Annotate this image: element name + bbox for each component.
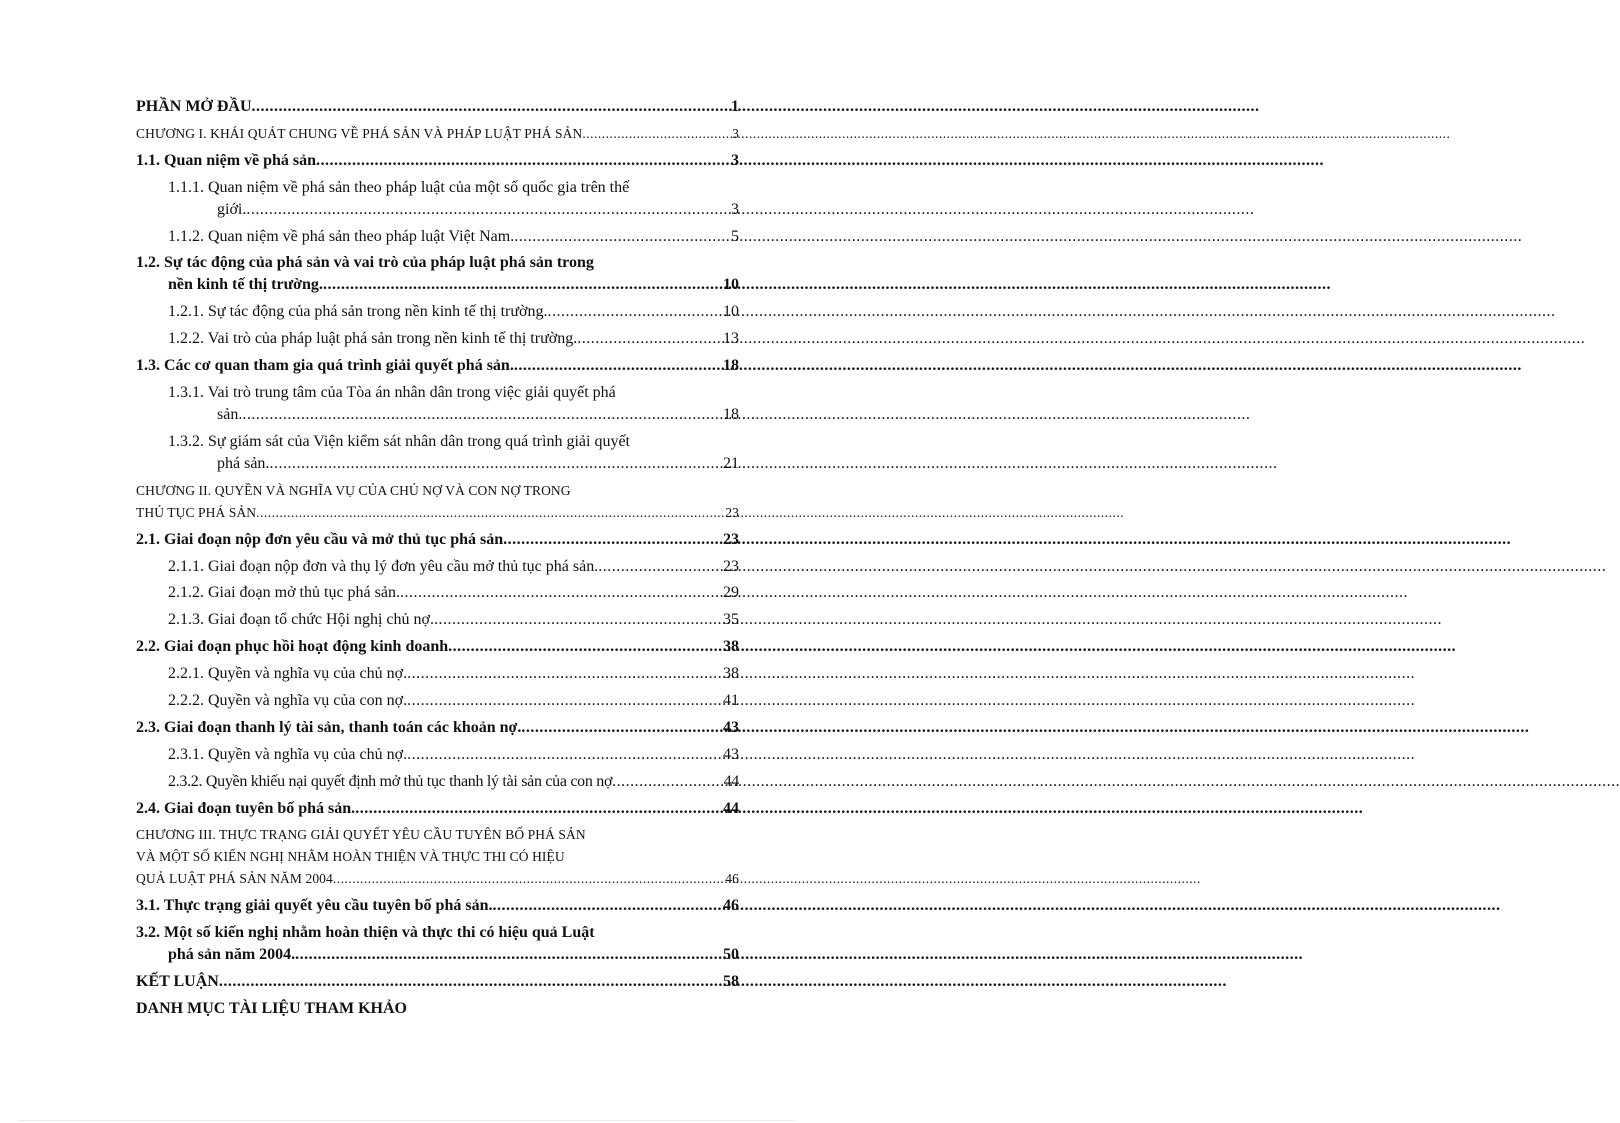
toc-entry-title: 2.3.1. Quyền và nghĩa vụ của chủ nợ. [168, 745, 408, 763]
toc-entry-title-line: CHƯƠNG III. THỰC TRẠNG GIẢI QUYẾT YÊU CẦU TUYÊN BỐ PHÁ SẢN [136, 827, 586, 843]
toc-entry-title: PHẦN MỞ ĐẦU [136, 98, 252, 115]
toc-entry-title-continued: giới. [217, 200, 247, 218]
toc-entry-1-2-2 [168, 328, 739, 350]
toc-entry-title: 2.2. Giai đoạn phục hồi hoạt động kinh doanh [136, 638, 449, 656]
toc-entry-title-line: 1.3.2. Sự giám sát của Viện kiểm sát nhân dân trong quá trình giải quyết [168, 432, 630, 450]
toc-page-number: 38 [723, 665, 739, 683]
toc-entry-2-3-1 [168, 744, 739, 766]
toc-entry-title-line: CHƯƠNG II. QUYỀN VÀ NGHĨA VỤ CỦA CHỦ NỢ VÀ CON NỢ TRONG [136, 482, 571, 498]
toc-entry-title: 1.2.1. Sự tác động của phá sản trong nền kinh tế thị trường. [168, 303, 548, 321]
toc-page-number: 5 [731, 227, 739, 245]
toc-entry-1-2-1 [168, 301, 739, 323]
toc-entry-title-line: 3.2. Một số kiến nghị nhằm hoàn thiện và thực thi có hiệu quả Luật [136, 924, 595, 942]
toc-page-number: 43 [723, 718, 739, 736]
toc-page-number: 21 [723, 454, 739, 472]
toc-entry-1-1 [136, 150, 739, 172]
toc-entry-title: 2.1.1. Giai đoạn nộp đơn và thụ lý đơn yêu cầu mở thủ tục phá sản. [168, 557, 599, 575]
toc-entry-title-line: 1.1.1. Quan niệm về phá sản theo pháp luật của một số quốc gia trên thế [168, 178, 630, 196]
toc-entry-3-2 [136, 922, 739, 966]
toc-page-number: 35 [723, 611, 739, 629]
toc-entry-chapter-3 [136, 824, 739, 890]
toc-entry-title: 2.3. Giai đoạn thanh lý tài sản, thanh toán các khoản nợ. [136, 718, 522, 736]
toc-page-number: 46 [723, 897, 739, 915]
toc-entry-intro [136, 96, 739, 118]
toc-entry-2-1 [136, 529, 739, 551]
toc-entry-title-continued: phá sản. [217, 454, 270, 472]
toc-page-number: 58 [723, 973, 739, 991]
toc-entry-1-3 [136, 355, 739, 377]
toc-page-number: 44 [723, 799, 739, 817]
toc-page-number: 43 [723, 745, 739, 763]
toc-entry-1-1-1 [168, 177, 739, 221]
toc-entry-references [136, 998, 739, 1020]
toc-page-number: 38 [723, 638, 739, 656]
toc-entry-title: 3.1. Thực trạng giải quyết yêu cầu tuyên bố phá sản. [136, 897, 493, 915]
toc-entry-title-continued: phá sản năm 2004. [168, 946, 296, 964]
toc-page-number: 18 [723, 406, 739, 424]
toc-entry-title-line: 1.3.1. Vai trò trung tâm của Tòa án nhân dân trong việc giải quyết phá [168, 384, 616, 402]
toc-page-number: 3 [731, 151, 739, 169]
toc-entry-2-2-1 [168, 663, 739, 685]
toc-entry-2-3-2 [168, 771, 739, 793]
toc-entry-1-3-2 [168, 431, 739, 475]
toc-page-number: 41 [723, 692, 739, 710]
toc-entry-3-1 [136, 895, 739, 917]
toc-entry-2-2-2 [168, 690, 739, 712]
toc-page-number: 1 [731, 98, 739, 115]
toc-entry-title-continued: sản. [217, 406, 243, 424]
toc-entry-title-continued: QUẢ LUẬT PHÁ SẢN NĂM 2004 [136, 871, 333, 887]
toc-entry-chapter-2 [136, 480, 739, 524]
toc-entry-title-line: 1.2. Sự tác động của phá sản và vai trò của pháp luật phá sản trong [136, 254, 594, 272]
toc-entry-2-1-2 [168, 582, 739, 604]
toc-page-number: 23 [725, 504, 739, 520]
toc-page-number: 23 [723, 530, 739, 548]
toc-entry-title: DANH MỤC TÀI LIỆU THAM KHẢO [136, 1000, 407, 1018]
table-of-contents [136, 96, 739, 1025]
toc-entry-2-1-3 [168, 609, 739, 631]
toc-entry-2-1-1 [168, 556, 739, 578]
toc-entry-title: 1.1. Quan niệm về phá sản [136, 151, 317, 169]
toc-entry-title-continued: nền kinh tế thị trường. [168, 276, 323, 294]
toc-entry-title: 1.3. Các cơ quan tham gia quá trình giải quyết phá sản. [136, 357, 514, 375]
toc-entry-title: 2.2.1. Quyền và nghĩa vụ của chủ nợ. [168, 665, 408, 683]
toc-entry-title-line: VÀ MỘT SỐ KIẾN NGHỊ NHẰM HOÀN THIỆN VÀ THỰC THI CÓ HIỆU [136, 849, 565, 865]
toc-entry-1-2 [136, 252, 739, 296]
toc-entry-title: CHƯƠNG I. KHÁI QUÁT CHUNG VỀ PHÁ SẢN VÀ PHÁP LUẬT PHÁ SẢN [136, 125, 583, 141]
toc-entry-title: KẾT LUẬN [136, 973, 219, 991]
toc-page-number: 44 [723, 772, 739, 790]
toc-entry-1-3-1 [168, 382, 739, 426]
toc-page-number: 3 [732, 125, 739, 141]
toc-page-number: 29 [723, 584, 739, 602]
toc-entry-1-1-2 [168, 226, 739, 248]
toc-page-number: 23 [723, 557, 739, 575]
toc-page-number: 50 [723, 946, 739, 964]
toc-entry-chapter-1 [136, 123, 739, 145]
toc-page-number: 13 [723, 330, 739, 348]
toc-page-number: 10 [723, 303, 739, 321]
toc-entry-2-3 [136, 717, 739, 739]
toc-page-number: 10 [723, 276, 739, 294]
toc-entry-title: 1.1.2. Quan niệm về phá sản theo pháp luật Việt Nam. [168, 227, 515, 245]
toc-entry-conclusion [136, 971, 739, 993]
toc-entry-title: 2.3.2. Quyền khiếu nại quyết định mở thủ tục thanh lý tài sản của con nợ [168, 772, 613, 790]
toc-page-number: 3 [731, 200, 739, 218]
toc-entry-title: 1.2.2. Vai trò của pháp luật phá sản trong nền kinh tế thị trường. [168, 330, 578, 348]
toc-entry-title: 2.1.3. Giai đoạn tổ chức Hội nghị chủ nợ. [168, 611, 434, 629]
toc-entry-title: 2.1.2. Giai đoạn mở thủ tục phá sản. [168, 584, 400, 602]
toc-page-number: 46 [725, 871, 739, 887]
toc-entry-2-2 [136, 636, 739, 658]
toc-entry-title: 2.4. Giai đoạn tuyên bố phá sản. [136, 799, 356, 817]
toc-entry-2-4 [136, 798, 739, 820]
page-bottom-divider [20, 1120, 796, 1121]
toc-page-number: 18 [723, 357, 739, 375]
toc-entry-title: 2.2.2. Quyền và nghĩa vụ của con nợ. [168, 692, 408, 710]
toc-entry-title: 2.1. Giai đoạn nộp đơn yêu cầu và mở thủ tục phá sản [136, 530, 504, 548]
toc-entry-title-continued: THỦ TỤC PHÁ SẢN [136, 504, 257, 520]
